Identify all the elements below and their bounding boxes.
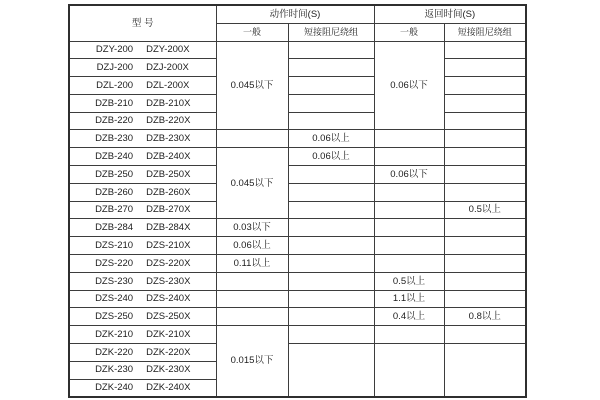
model-cell: [69, 201, 216, 219]
model-cell: [69, 344, 216, 362]
model-cell: [69, 272, 216, 290]
model-cell: [69, 290, 216, 308]
empty-cell: [374, 344, 444, 397]
model-name: DZS-210: [95, 239, 134, 251]
empty-cell: [288, 166, 374, 184]
empty-cell: [288, 201, 374, 219]
model-name: DZB-230: [95, 133, 134, 145]
model-name: DZK-230: [95, 364, 134, 376]
model-name: DZB-284: [95, 222, 134, 234]
empty-cell: [374, 237, 444, 255]
model-name: DZB-270: [95, 204, 134, 216]
empty-cell: [288, 41, 374, 59]
model-name-x: DZB-250X: [146, 168, 191, 180]
empty-cell: [444, 130, 526, 148]
model-cell: [69, 237, 216, 255]
table-row: [69, 183, 526, 201]
empty-cell: [288, 290, 374, 308]
empty-cell: [444, 94, 526, 112]
col-header-return-time: 返回时间(S): [374, 5, 526, 23]
empty-cell: [216, 308, 288, 326]
empty-cell: [374, 130, 444, 148]
model-name-x: DZS-210X: [146, 239, 191, 251]
action-general-value: 0.06以上: [216, 237, 288, 255]
empty-cell: [444, 272, 526, 290]
col-header-action-time: 动作时间(S): [216, 5, 374, 23]
model-name-x: DZB-230X: [146, 133, 191, 145]
model-cell: [69, 130, 216, 148]
model-name-x: DZB-240X: [146, 150, 191, 162]
model-name-x: DZB-284X: [146, 222, 191, 234]
col-header-model: 型 号: [69, 5, 216, 41]
model-name: DZB-220: [95, 115, 134, 127]
empty-cell: [444, 326, 526, 344]
table-row: [69, 59, 526, 77]
empty-cell: [288, 255, 374, 273]
model-name: DZS-250: [95, 311, 134, 323]
action-damped-value: 0.06以上: [288, 130, 374, 148]
empty-cell: [444, 148, 526, 166]
model-cell: [69, 112, 216, 130]
model-cell: [69, 326, 216, 344]
empty-cell: [288, 272, 374, 290]
table-row: [69, 166, 526, 184]
return-general-value: 0.06以下: [374, 166, 444, 184]
empty-cell: [374, 183, 444, 201]
model-name: DZJ-200: [96, 61, 134, 73]
model-name-x: DZK-210X: [146, 328, 191, 340]
table-row: [69, 201, 526, 219]
action-general-value: 0.045以下: [216, 41, 288, 130]
empty-cell: [374, 219, 444, 237]
model-name-x: DZK-220X: [146, 346, 191, 358]
table-row: [69, 237, 526, 255]
model-name-x: DZJ-200X: [146, 61, 189, 73]
model-name-x: DZL-200X: [146, 79, 190, 91]
empty-cell: [288, 219, 374, 237]
empty-cell: [288, 183, 374, 201]
table-row: [69, 272, 526, 290]
model-cell: [69, 41, 216, 59]
table-row: [69, 344, 526, 362]
table-row: [69, 219, 526, 237]
empty-cell: [374, 255, 444, 273]
empty-cell: [444, 41, 526, 59]
model-name-x: DZK-240X: [146, 382, 191, 394]
empty-cell: [374, 326, 444, 344]
empty-cell: [444, 290, 526, 308]
model-name-x: DZS-230X: [146, 275, 191, 287]
table-row: [69, 255, 526, 273]
table-body: [69, 41, 526, 397]
model-name: DZK-220: [95, 346, 134, 358]
empty-cell: [444, 219, 526, 237]
table-row: [69, 112, 526, 130]
empty-cell: [288, 326, 374, 344]
model-cell: [69, 255, 216, 273]
model-cell: [69, 379, 216, 397]
table-row: [69, 148, 526, 166]
empty-cell: [288, 344, 374, 397]
model-name: DZS-220: [95, 257, 134, 269]
return-general-value: 0.4以上: [374, 308, 444, 326]
empty-cell: [444, 59, 526, 77]
table-row: [69, 290, 526, 308]
empty-cell: [216, 272, 288, 290]
table-row: [69, 77, 526, 95]
empty-cell: [216, 130, 288, 148]
model-name: DZB-260: [95, 186, 134, 198]
col-header-return-damped-winding: 短接阻尼绕组: [444, 23, 526, 41]
model-name-x: DZB-260X: [146, 186, 191, 198]
model-name-x: DZS-220X: [146, 257, 191, 269]
action-general-value: 0.015以下: [216, 326, 288, 397]
return-general-value: 0.06以下: [374, 41, 444, 130]
timing-spec-table: [68, 4, 527, 398]
model-cell: [69, 166, 216, 184]
model-name: DZL-200: [96, 79, 134, 91]
model-name: DZK-240: [95, 382, 134, 394]
model-name-x: DZB-210X: [146, 97, 191, 109]
col-header-action-general: 一般: [216, 23, 288, 41]
empty-cell: [288, 308, 374, 326]
empty-cell: [216, 290, 288, 308]
table-row: [69, 94, 526, 112]
model-cell: [69, 183, 216, 201]
table-row: [69, 308, 526, 326]
return-general-value: 0.5以上: [374, 272, 444, 290]
model-name-x: DZS-250X: [146, 311, 191, 323]
action-damped-value: 0.06以上: [288, 148, 374, 166]
model-cell: [69, 361, 216, 379]
return-damped-value: 0.8以上: [444, 308, 526, 326]
empty-cell: [444, 77, 526, 95]
empty-cell: [288, 94, 374, 112]
model-cell: [69, 59, 216, 77]
action-general-value: 0.03以下: [216, 219, 288, 237]
model-name: DZS-230: [95, 275, 134, 287]
empty-cell: [444, 183, 526, 201]
model-name-x: DZS-240X: [146, 293, 191, 305]
table-row: [69, 326, 526, 344]
empty-cell: [288, 237, 374, 255]
empty-cell: [288, 112, 374, 130]
col-header-action-damped-winding: 短接阻尼绕组: [288, 23, 374, 41]
table-row: [69, 130, 526, 148]
model-cell: [69, 308, 216, 326]
empty-cell: [444, 255, 526, 273]
model-name-x: DZY-200X: [146, 44, 190, 56]
return-general-value: 1.1以上: [374, 290, 444, 308]
empty-cell: [444, 112, 526, 130]
action-general-value: 0.045以下: [216, 148, 288, 219]
action-general-value: 0.11以上: [216, 255, 288, 273]
model-cell: [69, 94, 216, 112]
model-name: DZY-200: [95, 44, 134, 56]
model-name-x: DZB-220X: [146, 115, 191, 127]
model-cell: [69, 77, 216, 95]
model-name: DZS-240: [95, 293, 134, 305]
empty-cell: [374, 148, 444, 166]
model-name: DZB-250: [95, 168, 134, 180]
empty-cell: [374, 201, 444, 219]
table-header: [69, 5, 526, 41]
model-name: DZB-210: [95, 97, 134, 109]
empty-cell: [444, 166, 526, 184]
empty-cell: [288, 59, 374, 77]
empty-cell: [444, 344, 526, 397]
model-name: DZK-210: [95, 328, 134, 340]
model-name-x: DZB-270X: [146, 204, 191, 216]
model-cell: [69, 219, 216, 237]
model-name-x: DZK-230X: [146, 364, 191, 376]
empty-cell: [444, 237, 526, 255]
model-name: DZB-240: [95, 150, 134, 162]
model-cell: [69, 148, 216, 166]
col-header-return-general: 一般: [374, 23, 444, 41]
table-row: [69, 41, 526, 59]
return-damped-value: 0.5以上: [444, 201, 526, 219]
empty-cell: [288, 77, 374, 95]
